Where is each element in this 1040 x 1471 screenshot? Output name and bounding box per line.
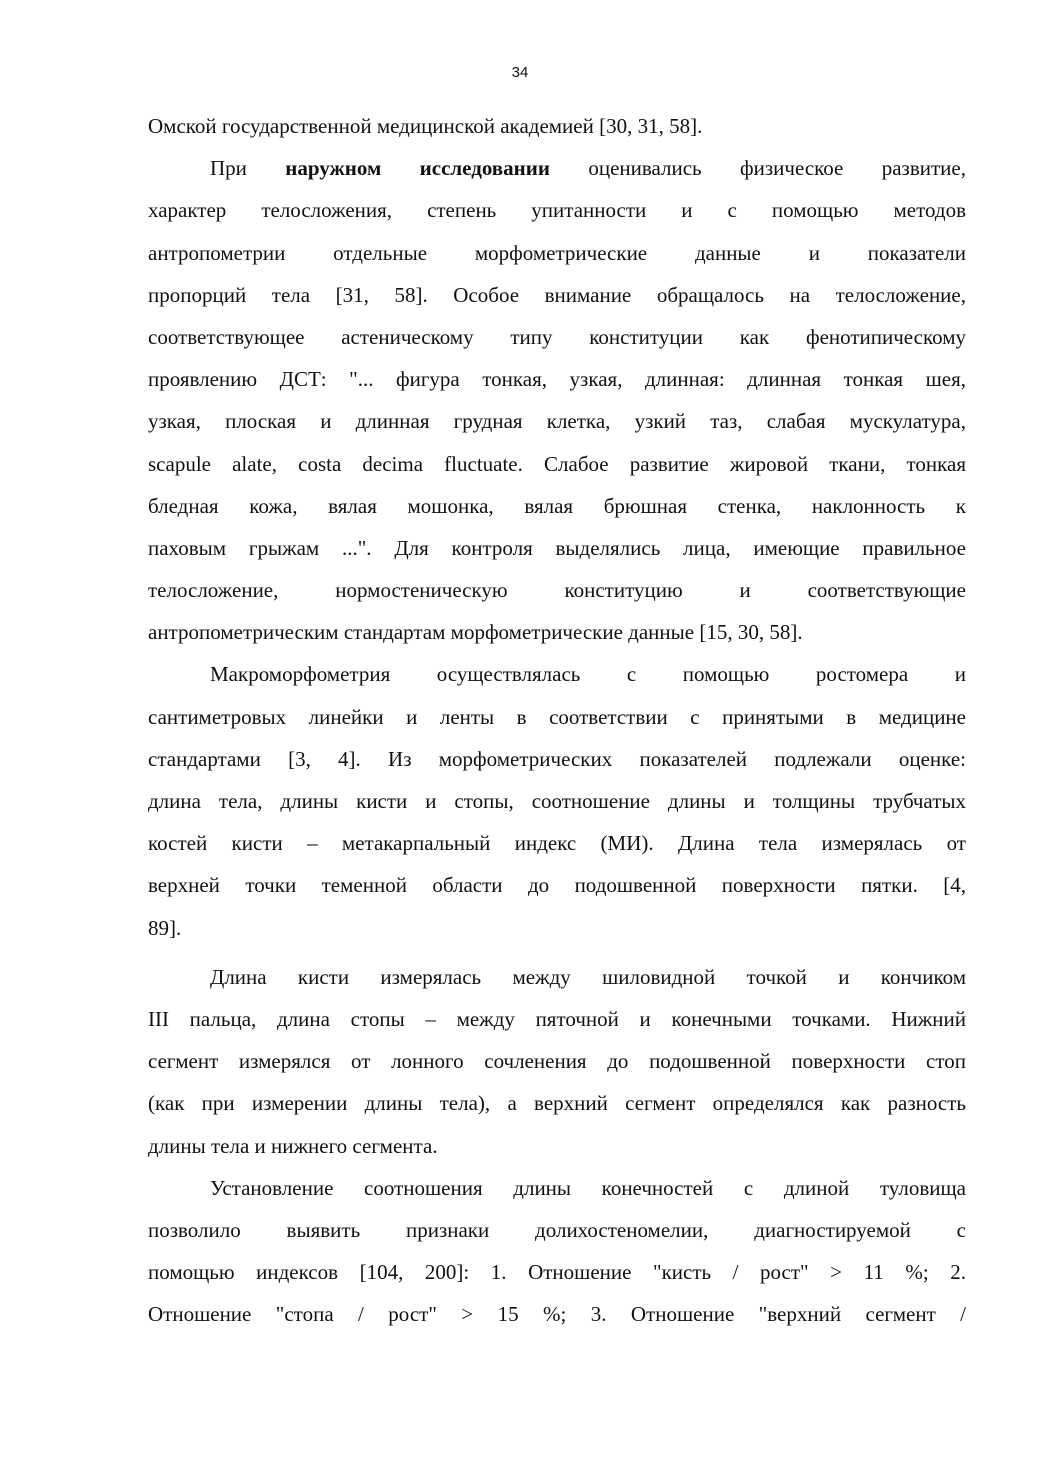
- text-line: характер телосложения, степень упитанности и с помощью методов: [148, 198, 966, 223]
- text-line: Макроморфометрия осуществлялась с помощью ростомера и: [210, 662, 966, 687]
- paragraph: [148, 1167, 966, 1336]
- text-line: длины тела и нижнего сегмента.: [148, 1133, 438, 1158]
- text-line: 89].: [148, 915, 182, 940]
- paragraph: [148, 653, 966, 948]
- text-line: верхней точки теменной области до подошвенной поверхности пятки. [4,: [148, 873, 966, 898]
- text-line: узкая, плоская и длинная грудная клетка, узкий таз, слабая мускулатура,: [148, 409, 966, 434]
- text-line: III пальца, длина стопы – между пяточной и конечными точками. Нижний: [148, 1006, 966, 1031]
- text-line: телосложение, нормостеническую конституцию и соответствующие: [148, 578, 966, 603]
- page-number: 34: [511, 64, 529, 81]
- text-line: помощью индексов [104, 200]: 1. Отношение "кисть / рост" > 11 %; 2.: [148, 1260, 966, 1285]
- text-line: (как при измерении длины тела), а верхний сегмент определялся как разность: [148, 1091, 966, 1116]
- text-line: scapule alate, costa decima fluctuate. Слабое развитие жировой ткани, тонкая: [148, 451, 966, 476]
- text-line: паховым грыжам ...". Для контроля выделялись лица, имеющие правильное: [148, 535, 966, 560]
- text-line: Отношение "стопа / рост" > 15 %; 3. Отношение "верхний сегмент /: [148, 1302, 966, 1327]
- text-line: костей кисти – метакарпальный индекс (МИ). Длина тела измерялась от: [148, 831, 966, 856]
- text-line: сантиметровых линейки и ленты в соответствии с принятыми в медицине: [148, 704, 966, 729]
- text-line: антропометрическим стандартам морфометрические данные [15, 30, 58].: [148, 620, 803, 645]
- text-run: оценивались физическое развитие,: [549, 156, 966, 181]
- text-line: Установление соотношения длины конечностей с длиной туловища: [210, 1175, 966, 1200]
- text-line: проявлению ДСТ: "... фигура тонкая, узкая, длинная: длинная тонкая шея,: [148, 367, 966, 392]
- paragraph: [148, 147, 966, 653]
- text-line: бледная кожа, вялая мошонка, вялая брюшная стенка, наклонность к: [148, 493, 966, 518]
- text-line: Длина кисти измерялась между шиловидной точкой и кончиком: [210, 964, 966, 989]
- text-line: позволило выявить признаки долихостеномелии, диагностируемой с: [148, 1217, 966, 1242]
- text-line: стандартами [3, 4]. Из морфометрических показателей подлежали оценке:: [148, 746, 966, 771]
- text-line: Омской государственной медицинской академией [30, 31, 58].: [148, 114, 703, 138]
- text-line: сегмент измерялся от лонного сочленения до подошвенной поверхности стоп: [148, 1049, 966, 1074]
- body-text: [148, 105, 966, 1335]
- bold-term: наружном исследовании: [285, 156, 550, 181]
- text-line: [148, 147, 966, 189]
- text-run: При: [210, 156, 286, 181]
- paragraph: [148, 956, 966, 1167]
- text-line: пропорций тела [31, 58]. Особое внимание обращалось на телосложение,: [148, 282, 966, 307]
- text-line: длина тела, длины кисти и стопы, соотношение длины и толщины трубчатых: [148, 789, 966, 813]
- paragraph: [148, 105, 966, 147]
- text-line: соответствующее астеническому типу конституции как фенотипическому: [148, 324, 966, 349]
- paragraph-gap: [148, 949, 966, 956]
- text-line: антропометрии отдельные морфометрические данные и показатели: [148, 240, 966, 265]
